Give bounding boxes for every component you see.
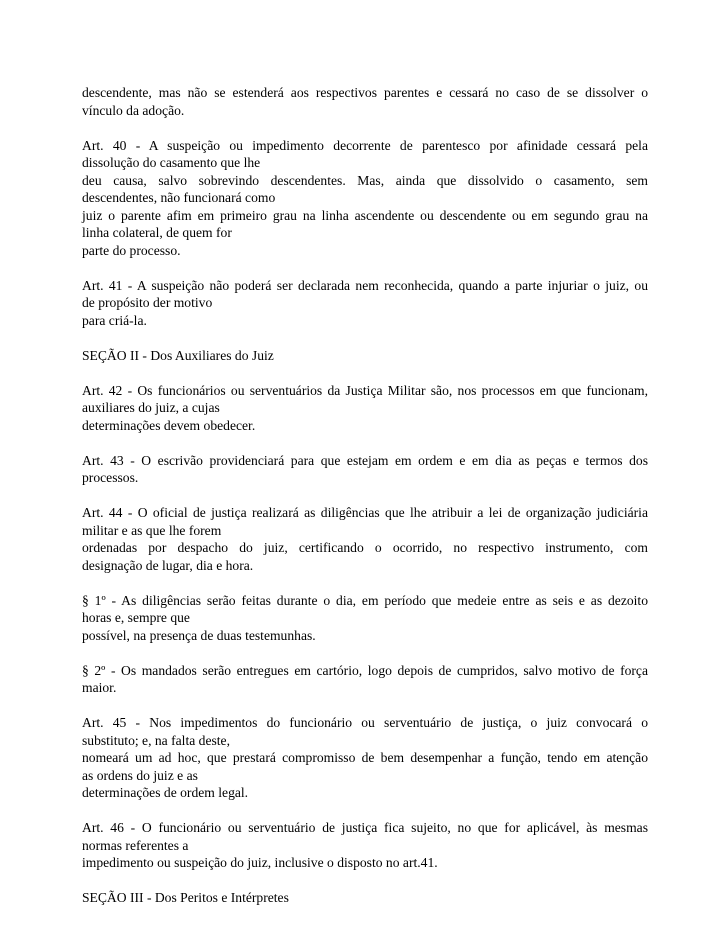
text-line: possível, na presença de duas testemunhas.	[82, 627, 316, 643]
text-line: dissolução do casamento que lhe	[82, 155, 261, 170]
text-line: substituto; e, na falta deste,	[82, 732, 230, 748]
text-line: parte do processo.	[82, 242, 181, 258]
section-heading	[82, 889, 648, 907]
text-line: vínculo da adoção.	[82, 102, 185, 118]
text-line: SEÇÃO II - Dos Auxiliares do Juiz	[82, 347, 274, 363]
text-line: auxiliares do juiz, a cujas	[82, 400, 220, 415]
document-page	[82, 84, 648, 924]
text-line: Art. 40 - A suspeição ou impedimento decorrente de parentesco por afinidade cessará pela	[82, 137, 648, 153]
text-line: linha colateral, de quem for	[82, 225, 232, 240]
text-line: Art. 45 - Nos impedimentos do funcionário ou serventuário de justiça, o juiz convocará o	[82, 715, 648, 730]
text-line: SEÇÃO III - Dos Peritos e Intérpretes	[82, 890, 289, 905]
text-line: descendente, mas não se estenderá aos respectivos parentes e cessará no caso de se dissolver o	[82, 85, 648, 100]
paragraph-art-44-p2	[82, 662, 648, 697]
text-line: Art. 41 - A suspeição não poderá ser declarada nem reconhecida, quando a parte injuriar o juiz, ou	[82, 277, 648, 293]
text-line: descendentes, não funcionará como	[82, 190, 276, 205]
text-line: nomeará um ad hoc, que prestará compromisso de bem desempenhar a função, tendo em atenção	[82, 750, 648, 765]
paragraph-art-40	[82, 137, 648, 260]
text-line: juiz o parente afim em primeiro grau na linha ascendente ou descendente ou em segundo grau na	[82, 207, 648, 223]
paragraph-art-42	[82, 382, 648, 435]
text-line: as ordens do juiz e as	[82, 767, 198, 783]
text-line: designação de lugar, dia e hora.	[82, 557, 254, 573]
text-line: para criá-la.	[82, 312, 147, 328]
paragraph-art-43	[82, 452, 648, 487]
paragraph-art-46	[82, 819, 648, 872]
text-line: impedimento ou suspeição do juiz, inclusive o disposto no art.41.	[82, 855, 438, 870]
text-line: Art. 46 - O funcionário ou serventuário de justiça fica sujeito, no que for aplicável, às mesmas	[82, 820, 648, 835]
paragraph-art-45	[82, 714, 648, 802]
paragraph-art-44-p1	[82, 592, 648, 645]
section-heading	[82, 347, 648, 365]
text-line: Art. 42 - Os funcionários ou serventuários da Justiça Militar são, nos processos em que funcionam,	[82, 382, 648, 398]
text-line: Art. 44 - O oficial de justiça realizará as diligências que lhe atribuir a lei de organização judiciária	[82, 505, 648, 520]
text-line: horas e, sempre que	[82, 610, 190, 625]
text-line: militar e as que lhe forem	[82, 522, 222, 538]
text-line: maior.	[82, 680, 117, 695]
paragraph-p-intro	[82, 84, 648, 119]
text-line: ordenadas por despacho do juiz, certificando o ocorrido, no respectivo instrumento, com	[82, 540, 648, 555]
text-line: determinações de ordem legal.	[82, 785, 249, 800]
text-line: de propósito der motivo	[82, 295, 213, 310]
text-line: § 1º - As diligências serão feitas durante o dia, em período que medeie entre as seis e as dezoito	[82, 592, 648, 608]
paragraph-art-44	[82, 504, 648, 574]
text-line: deu causa, salvo sobrevindo descendentes. Mas, ainda que dissolvido o casamento, sem	[82, 172, 648, 188]
text-line: normas referentes a	[82, 837, 189, 853]
text-line: processos.	[82, 470, 139, 485]
text-line: Art. 43 - O escrivão providenciará para que estejam em ordem e em dia as peças e termos dos	[82, 452, 648, 468]
text-line: § 2º - Os mandados serão entregues em cartório, logo depois de cumpridos, salvo motivo de força	[82, 662, 648, 678]
text-line: determinações devem obedecer.	[82, 417, 256, 433]
paragraph-art-41	[82, 277, 648, 330]
